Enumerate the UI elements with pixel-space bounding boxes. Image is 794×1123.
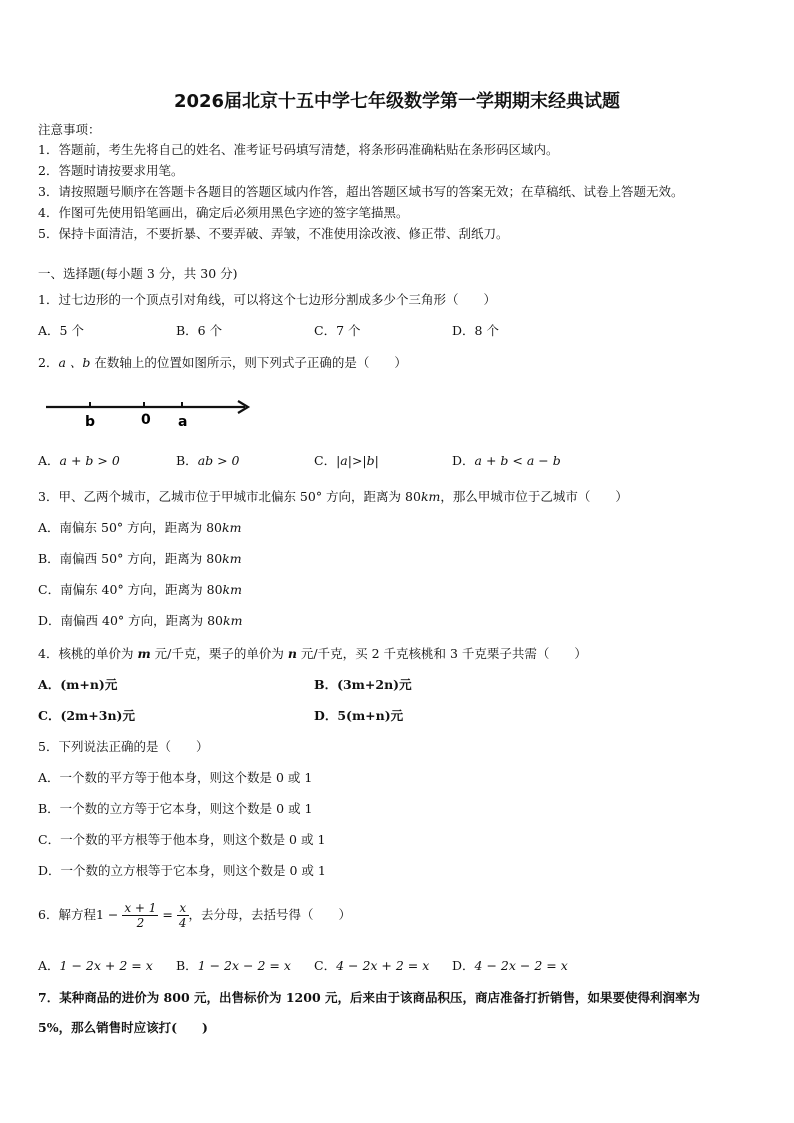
q1-option-c: C．7 个: [314, 323, 361, 338]
q4-option-c: C．(2m+3n)元: [38, 708, 135, 723]
q2-option-a: A．a + b > 0: [38, 453, 120, 468]
question-5-stem: 5．下列说法正确的是（ ）: [38, 739, 209, 754]
question-1-stem: 1．过七边形的一个顶点引对角线，可以将这个七边形分割成多少个三角形（ ）: [38, 292, 496, 307]
axis-label-zero: 0: [141, 412, 151, 428]
fraction-left: $\frac{x + 1}{2}$: [124, 901, 157, 930]
axis-label-b: b: [85, 414, 96, 430]
question-4-stem: 4．核桃的单价为 m 元/千克，栗子的单价为 n 元/千克，买 2 千克核桃和 3 千克栗子共需（ ）: [38, 646, 587, 661]
section-heading: 一、选择题(每小题 3 分，共 30 分): [38, 266, 238, 281]
notice-item: 3．请按照题号顺序在答题卡各题目的答题区域内作答，超出答题区域书写的答案无效；在草稿纸、试卷上答题无效。: [38, 184, 684, 199]
fraction-right: $\frac{x}{4}$: [178, 901, 187, 930]
question-6-stem: 6．解方程1 − $\frac{x + 1}{2}$ = $\frac{x}{4}$ ，去分母，去括号得（ ）: [38, 901, 352, 930]
notice-item: 5．保持卡面清洁，不要折暴、不要弄破、弄皱，不准使用涂改液、修正带、刮纸刀。: [38, 226, 509, 241]
notice-item: 4．作图可先使用铅笔画出，确定后必须用黑色字迹的签字笔描黑。: [38, 205, 409, 220]
q5-option-a: A．一个数的平方等于他本身，则这个数是 0 或 1: [38, 770, 313, 785]
q2-stem-vars: a 、b: [58, 355, 91, 370]
q3-option-d: D．南偏西 40° 方向，距离为 80km: [38, 613, 243, 628]
q3-option-a: A．南偏东 50° 方向，距离为 80km: [38, 520, 242, 535]
q1-option-d: D．8 个: [452, 323, 499, 338]
q2-stem-prefix: 2．: [38, 355, 59, 370]
q5-option-b: B．一个数的立方等于它本身，则这个数是 0 或 1: [38, 801, 313, 816]
q6-option-c: C．4 − 2x + 2 = x: [314, 958, 430, 973]
q4-option-b: B．(3m+2n)元: [314, 677, 412, 692]
page-title: 2026届北京十五中学七年级数学第一学期期末经典试题: [173, 91, 621, 112]
q1-option-b: B．6 个: [176, 323, 223, 338]
q2-option-d: D．a + b < a − b: [452, 453, 561, 468]
q1-option-a: A．5 个: [38, 323, 84, 338]
q6-option-b: B．1 − 2x − 2 = x: [176, 958, 291, 973]
q4-option-a: A．(m+n)元: [38, 677, 118, 692]
q4-option-d: D．5(m+n)元: [314, 708, 404, 723]
axis-label-a: a: [178, 414, 188, 430]
q2-option-b: B．ab > 0: [176, 453, 240, 468]
q2-option-c: C．|a|>|b|: [314, 453, 379, 468]
question-3-stem: 3．甲、乙两个城市，乙城市位于甲城市北偏东 50° 方向，距离为 80km，那么甲城市位于乙城市（ ）: [38, 489, 628, 504]
q6-option-d: D．4 − 2x − 2 = x: [452, 958, 568, 973]
notice-heading: 注意事项：: [38, 122, 101, 137]
q5-option-d: D．一个数的立方根等于它本身，则这个数是 0 或 1: [38, 863, 326, 878]
q3-option-c: C．南偏东 40° 方向，距离为 80km: [38, 582, 242, 597]
q5-option-c: C．一个数的平方根等于他本身，则这个数是 0 或 1: [38, 832, 326, 847]
q3-option-b: B．南偏西 50° 方向，距离为 80km: [38, 551, 242, 566]
question-7-line-2: 5%，那么销售时应该打( ): [38, 1020, 208, 1035]
number-line-figure: [40, 395, 260, 435]
q6-option-a: A．1 − 2x + 2 = x: [38, 958, 153, 973]
notice-item: 2．答题时请按要求用笔。: [38, 163, 184, 178]
question-2-stem: [38, 355, 407, 371]
notice-item: 1．答题前，考生先将自己的姓名、准考证号码填写清楚，将条形码准确粘贴在条形码区域内。: [38, 142, 559, 157]
q2-stem-text: 在数轴上的位置如图所示，则下列式子正确的是（ ）: [90, 355, 407, 370]
question-7-line-1: 7．某种商品的进价为 800 元，出售标价为 1200 元，后来由于该商品积压，商店准备打折销售，如果要使得利润率为: [38, 990, 700, 1005]
